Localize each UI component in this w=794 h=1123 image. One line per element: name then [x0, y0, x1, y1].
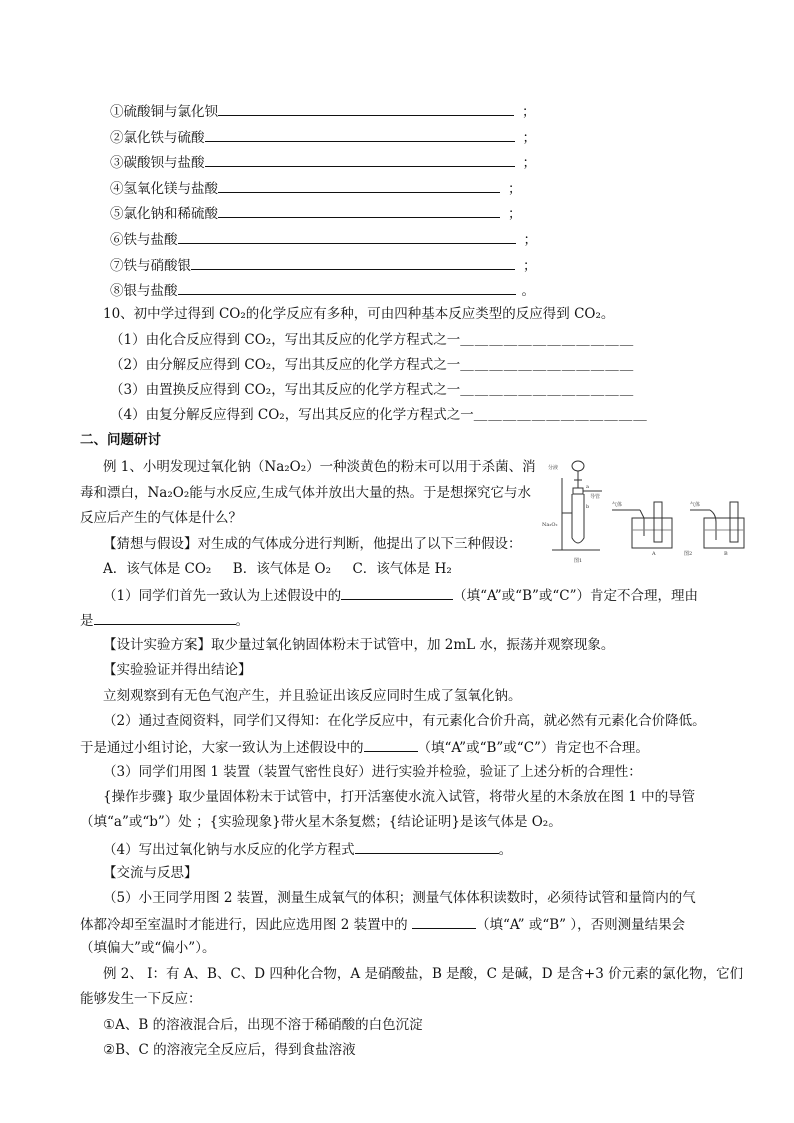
hypothesis-options: A．该气体是 CO₂ B．该气体是 O₂ C．该气体是 H₂ — [103, 561, 452, 577]
figure-1-label-tube: 导管 — [590, 494, 601, 500]
answer-blank[interactable]: ＿＿＿＿＿＿＿＿＿＿＿＿ — [460, 382, 635, 398]
reaction-end: ； — [508, 206, 522, 222]
example2-line-1: 例 2、 I：有 A、B、C、D 四种化合物，A 是硝酸盐，B 是酸，C 是碱，D 是含+3 价元素的氯化物，它们 — [103, 966, 744, 982]
example2-item-2: ②B、C 的溶液完全反应后，得到食盐溶液 — [103, 1042, 356, 1058]
figure-1-label-b: b — [586, 504, 590, 510]
question-3-steps: {操作步骤} 取少量固体粉末于试管中，打开活塞使水流入试管，将带火星的木条放在图 1 中的导管 — [103, 789, 696, 805]
figure-2-caption: 图2 — [684, 551, 693, 557]
reaction-item-6 — [110, 229, 537, 249]
reaction-end: ； — [522, 155, 536, 171]
answer-blank[interactable] — [364, 737, 418, 752]
figure-1-caption: 图1 — [574, 558, 583, 564]
reaction-end: ； — [508, 181, 522, 197]
q10-item-text: （3）由置换反应得到 CO₂，写出其反应的化学方程式之一 — [110, 382, 461, 398]
reaction-end: ； — [522, 104, 536, 120]
question-text: 。 — [235, 613, 249, 629]
reaction-item-4 — [110, 178, 522, 198]
question-text: （填“A”或“B”或“C”）肯定不合理，理由 — [453, 588, 699, 604]
verify-heading: 【实验验证并得出结论】 — [103, 662, 252, 678]
answer-blank[interactable] — [412, 914, 476, 929]
answer-blank[interactable]: ＿＿＿＿＿＿＿＿＿＿＿＿ — [460, 357, 635, 373]
answer-blank[interactable]: ＿＿＿＿＿＿＿＿＿＿＿＿ — [460, 332, 635, 348]
question-1-cont — [80, 610, 249, 630]
reaction-label: ⑦铁与硝酸银 — [110, 258, 191, 274]
reaction-item-1 — [110, 101, 536, 121]
verify-line: 立刻观察到有无色气泡产生，并且验证出该反应同时生成了氢氧化钠。 — [103, 688, 522, 704]
answer-blank[interactable] — [218, 178, 500, 193]
question-text: 体都冷却至室温时才能进行，因此应选用图 2 装置中的 — [80, 917, 412, 933]
q10-item-4 — [110, 406, 648, 424]
q10-item-3 — [110, 381, 634, 399]
answer-blank[interactable] — [355, 839, 499, 854]
q10-intro: 10、初中学过得到 CO₂的化学反应有多种，可由四种基本反应类型的反应得到 CO₂。 — [103, 306, 615, 322]
figure-2-label-b: B — [724, 551, 728, 557]
q10-item-text: （2）由分解反应得到 CO₂，写出其反应的化学方程式之一 — [110, 357, 461, 373]
design-line: 【设计实验方案】取少量过氧化钠固体粉末于试管中，加 2mL 水，振荡并观察现象。 — [103, 637, 615, 653]
example1-line-3: 反应后产生的气体是什么？ — [80, 510, 242, 526]
figure-2-apparatus — [612, 502, 744, 548]
answer-blank[interactable] — [178, 280, 516, 295]
section-heading: 二、问题研讨 — [80, 432, 161, 448]
question-5-end: （填偏大”或“偏小”）。 — [80, 940, 216, 956]
q10-item-2 — [110, 356, 634, 374]
reaction-item-2 — [110, 127, 536, 147]
question-text: 。 — [498, 842, 513, 858]
question-text: （4）写出过氧化钠与水反应的化学方程式 — [103, 842, 355, 858]
example2-item-1: ①A、B 的溶液混合后，出现不溶于稀硝酸的白色沉淀 — [103, 1017, 423, 1033]
example2-line-2: 能够发生一下反应： — [80, 991, 202, 1007]
question-text: （填“A”或“B”或“C”）肯定也不合理。 — [417, 740, 649, 756]
apparatus-figure — [540, 458, 760, 568]
reaction-end: ； — [523, 258, 537, 274]
reaction-label: ③碳酸钡与盐酸 — [110, 155, 205, 171]
question-5-cont — [80, 914, 685, 934]
hypothesis-line: 【猜想与假设】对生成的气体成分进行判断，他提出了以下三种假设： — [103, 536, 522, 552]
answer-blank[interactable] — [191, 255, 515, 270]
answer-blank[interactable] — [205, 127, 515, 142]
reflect-heading: 【交流与反思】 — [103, 865, 198, 881]
question-text: 于是通过小组讨论，大家一致认为上述假设中的 — [80, 740, 364, 756]
example1-line-2: 毒和漂白，Na₂O₂能与水反应,生成气体并放出大量的热。于是想探究它与水 — [80, 485, 532, 501]
answer-blank[interactable] — [178, 229, 516, 244]
figure-1-label-reagent: Na₂O₂ — [542, 522, 558, 528]
reaction-end: 。 — [521, 283, 535, 299]
question-text: 是 — [80, 613, 94, 629]
question-text: （填“A” 或“B” ），否则测量结果会 — [475, 917, 686, 933]
example1-line-1: 例 1、小明发现过氧化钠（Na₂O₂）一种淡黄色的粉末可以用于杀菌、消 — [103, 459, 536, 475]
figure-2-label-gas-a: 气体 — [612, 502, 623, 508]
figure-1-apparatus — [552, 461, 602, 550]
answer-blank[interactable]: ＿＿＿＿＿＿＿＿＿＿＿＿ — [473, 407, 648, 423]
answer-blank[interactable] — [94, 610, 236, 625]
reaction-end: ； — [523, 232, 537, 248]
answer-blank[interactable] — [218, 101, 514, 116]
q10-item-text: （4）由复分解反应得到 CO₂，写出其反应的化学方程式之一 — [110, 407, 474, 423]
question-2: （2）通过查阅资料，同学们又得知：在化学反应中，有元素化合价升高，就必然有元素化合价降低。 — [103, 713, 706, 729]
figure-2-label-a: A — [652, 551, 656, 557]
q10-item-text: （1）由化合反应得到 CO₂，写出其反应的化学方程式之一 — [110, 332, 461, 348]
reaction-label: ④氢氧化镁与盐酸 — [110, 181, 218, 197]
reaction-item-8 — [110, 280, 535, 300]
reaction-item-3 — [110, 152, 536, 172]
reaction-label: ⑧银与盐酸 — [110, 283, 178, 299]
q10-item-1 — [110, 331, 634, 349]
question-3: （3）同学们用图 1 装置（装置气密性良好）进行实验并检验，验证了上述分析的合理性： — [103, 764, 642, 780]
answer-blank[interactable] — [341, 585, 453, 600]
reaction-end: ； — [522, 130, 536, 146]
question-1 — [103, 585, 698, 605]
question-3-result: （填“a”或“b”）处 ；{实验现象}带火星木条复燃；{结论证明}是该气体是 O₂。 — [80, 814, 562, 830]
reaction-label: ⑤氯化钠和稀硫酸 — [110, 206, 218, 222]
question-5: （5）小王同学用图 2 装置，测量生成氧气的体积；测量气体体积读数时，必须待试管和量筒内的气 — [103, 890, 696, 906]
question-2-cont — [80, 737, 649, 757]
reaction-label: ②氯化铁与硫酸 — [110, 130, 205, 146]
answer-blank[interactable] — [205, 152, 515, 167]
reaction-item-5 — [110, 203, 522, 223]
answer-blank[interactable] — [218, 203, 500, 218]
question-4 — [103, 839, 512, 859]
figure-2-label-gas-b: 气体 — [690, 502, 701, 508]
reaction-label: ①硫酸铜与氯化钡 — [110, 104, 218, 120]
figure-1-label-a: a — [586, 484, 589, 490]
figure-1-label-funnel: 分液 — [548, 465, 559, 471]
question-text: （1）同学们首先一致认为上述假设中的 — [103, 588, 342, 604]
reaction-item-7 — [110, 255, 537, 275]
reaction-label: ⑥铁与盐酸 — [110, 232, 178, 248]
